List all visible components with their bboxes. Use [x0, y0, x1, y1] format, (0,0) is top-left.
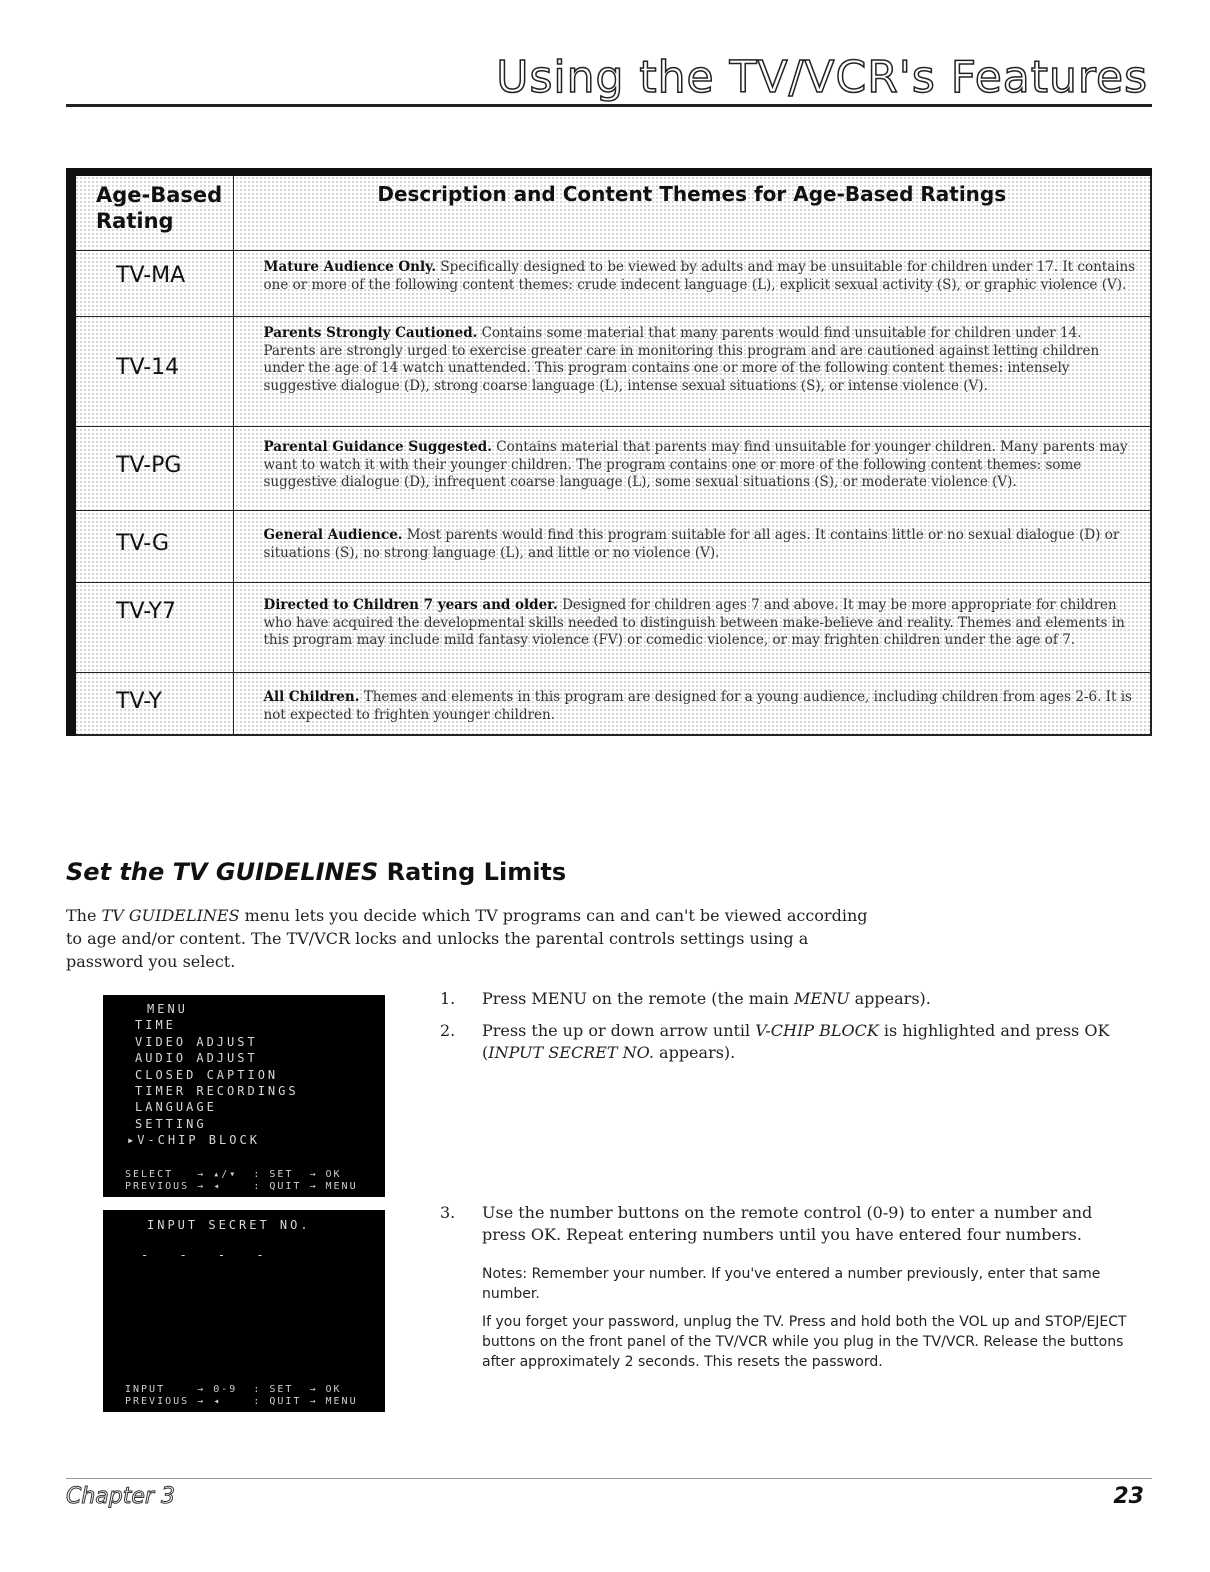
step-item	[440, 1202, 1140, 1246]
step-text: is highlighted and press OK (	[482, 1021, 1110, 1062]
rating-lead: All Children.	[263, 689, 360, 705]
section-heading-em: Set the TV GUIDELINES	[66, 858, 379, 886]
rating-description	[233, 251, 1151, 317]
step-item	[440, 1020, 1140, 1064]
rating-description	[233, 317, 1151, 427]
table-row	[71, 251, 1151, 317]
input-screen-illustration	[103, 1210, 385, 1412]
rating-text: Most parents would find this program suitable for all ages. It contains little or no sexual dialogue (D) or situations (S), no strong language (L), and little or no violence (V).	[263, 527, 1120, 561]
table-row	[71, 583, 1151, 673]
steps-list	[440, 1202, 1140, 1256]
rating-lead: Directed to Children 7 years and older.	[263, 597, 558, 613]
input-footer-line: INPUT → 0-9 : SET → OK	[125, 1384, 342, 1395]
rating-lead: Mature Audience Only.	[263, 259, 437, 275]
menu-item: AUDIO ADJUST	[135, 1051, 258, 1066]
table-row	[71, 511, 1151, 583]
page-header-title: Using the TV/VCR's Features	[496, 52, 1148, 103]
rating-lead: Parental Guidance Suggested.	[263, 439, 492, 455]
step-text-em: MENU	[794, 989, 850, 1008]
rating-label: TV-Y7	[71, 583, 233, 673]
input-screen-title: INPUT SECRET NO.	[147, 1218, 311, 1232]
section-heading	[66, 858, 566, 886]
step-text: Press MENU on the remote (the main	[482, 989, 789, 1008]
input-digit-placeholders: - - - -	[141, 1248, 276, 1262]
col-header-rating: Age-Based Rating	[71, 172, 233, 251]
step-text: appears).	[854, 989, 931, 1008]
page-number: 23	[1113, 1484, 1144, 1509]
rating-text: Contains material that parents may find unsuitable for younger children. Many parents may want to watch it with their younger children. The program contains one or more of the following content themes: some suggestive dialogue (D), infrequent coarse language (L), some sexual situations (S), or moderate violence (V).	[263, 439, 1128, 490]
rating-lead: General Audience.	[263, 527, 403, 543]
step-text: Use the number buttons on the remote control (0-9) to enter a number and press OK. Repeat entering numbers until you have entered four numbers.	[482, 1203, 1093, 1244]
section-heading-rest: Rating Limits	[386, 858, 567, 886]
menu-list	[127, 1001, 299, 1149]
table-row	[71, 673, 1151, 735]
intro-paragraph	[66, 904, 886, 973]
menu-item: TIME	[135, 1018, 176, 1033]
rating-text: Themes and elements in this program are designed for a young audience, including children from ages 2-6. It is not expected to frighten younger children.	[263, 689, 1132, 723]
header-rule	[66, 104, 1152, 107]
rating-text: Specifically designed to be viewed by adults and may be unsuitable for children under 17. It contains one or more of the following content themes: crude indecent language (L), explicit sexual activity (S), or graphic violence (V).	[263, 259, 1136, 293]
intro-text-em: TV GUIDELINES	[101, 906, 240, 925]
menu-footer-line: PREVIOUS → ◂ : QUIT → MENU	[125, 1181, 358, 1192]
step-text-em: V-CHIP BLOCK	[755, 1021, 879, 1040]
rating-description	[233, 511, 1151, 583]
step-text-em: INPUT SECRET NO.	[488, 1043, 654, 1062]
rating-description	[233, 673, 1151, 735]
rating-description	[233, 583, 1151, 673]
table-header-row	[71, 172, 1151, 251]
rating-label: TV-PG	[71, 427, 233, 511]
rating-text: Contains some material that many parents would find unsuitable for children under 14. Parents are strongly urged to exercise greater care in monitoring this program and are cautioned against letting children under the age of 14 watch unattended. This program contains one or more of the following content themes: intensely suggestive dialogue (D), strong coarse language (L), intense sexual situations (S), or intense violence (V).	[263, 325, 1100, 394]
menu-title: MENU	[147, 1002, 188, 1016]
intro-text-pre: The	[66, 906, 97, 925]
rating-lead: Parents Strongly Cautioned.	[263, 325, 478, 341]
note-paragraph: If you forget your password, unplug the TV. Press and hold both the VOL up and STOP/EJECT buttons on the front panel of the TV/VCR while you plug in the TV/VCR. Release the buttons after approximately 2 seconds. This resets the password.	[482, 1314, 1127, 1370]
menu-item: LANGUAGE	[135, 1100, 217, 1115]
menu-footer-line: SELECT → ▴/▾ : SET → OK	[125, 1169, 342, 1180]
step-number: 3.	[440, 1203, 456, 1222]
menu-item: CLOSED CAPTION	[135, 1067, 279, 1082]
steps-list	[440, 988, 1140, 1074]
rating-label: TV-G	[71, 511, 233, 583]
menu-item: SETTING	[135, 1116, 207, 1131]
step-item	[440, 988, 1140, 1010]
menu-screen-illustration	[103, 995, 385, 1197]
menu-item: TIMER RECORDINGS	[135, 1084, 299, 1099]
table-row	[71, 427, 1151, 511]
footer-chapter-label: Chapter 3	[66, 1484, 175, 1509]
intro-text-post: menu lets you decide which TV programs can and can't be viewed according to age and/or content. The TV/VCR locks and unlocks the parental controls settings using a password you select.	[66, 906, 868, 971]
menu-item-selected: ▸V-CHIP BLOCK	[127, 1133, 260, 1148]
step-number: 2.	[440, 1021, 456, 1040]
notes-block	[482, 1264, 1142, 1380]
table-row	[71, 317, 1151, 427]
menu-item: VIDEO ADJUST	[135, 1034, 258, 1049]
menu-screen-footer	[125, 1169, 358, 1193]
col-header-description: Description and Content Themes for Age-Based Ratings	[233, 172, 1151, 251]
footer-rule	[66, 1478, 1152, 1479]
step-text: Press the up or down arrow until	[482, 1021, 751, 1040]
rating-label: TV-MA	[71, 251, 233, 317]
step-number: 1.	[440, 989, 456, 1008]
note-paragraph: Notes: Remember your number. If you've entered a number previously, enter that same number.	[482, 1266, 1101, 1302]
rating-text: Designed for children ages 7 and above. It may be more appropriate for children who have acquired the developmental skills needed to distinguish between make-believe and reality. Themes and elements in this program may include mild fantasy violence (FV) or comedic violence, or may frighten children under the age of 7.	[263, 597, 1125, 648]
rating-description	[233, 427, 1151, 511]
rating-label: TV-Y	[71, 673, 233, 735]
ratings-table	[66, 168, 1152, 736]
rating-label: TV-14	[71, 317, 233, 427]
input-screen-footer	[125, 1384, 358, 1408]
input-footer-line: PREVIOUS → ◂ : QUIT → MENU	[125, 1396, 358, 1407]
step-text: appears).	[659, 1043, 736, 1062]
